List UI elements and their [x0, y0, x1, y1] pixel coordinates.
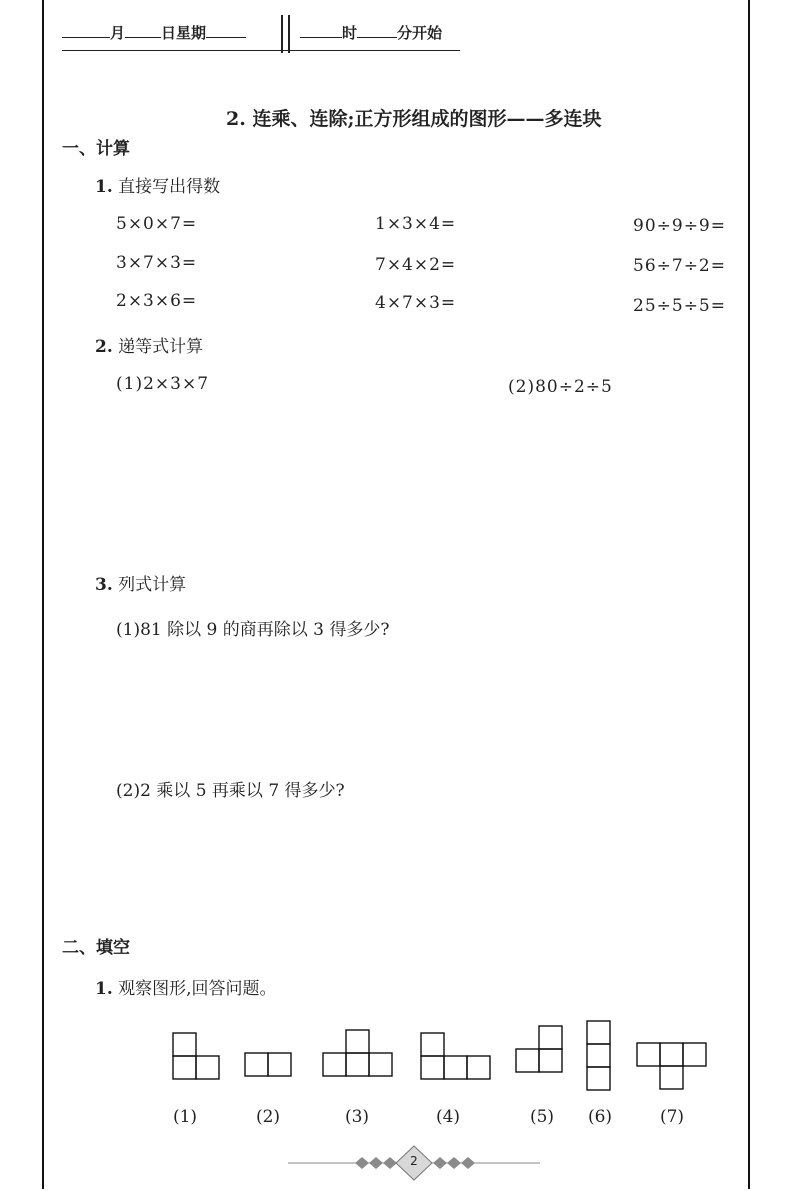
- q3-number: 3.: [95, 575, 113, 595]
- q1-label: 直接写出得数: [118, 177, 221, 197]
- s2-q1-label: 观察图形,回答问题。: [118, 979, 277, 999]
- page-title: 2. 连乘、连除;正方形组成的图形——多连块: [226, 108, 602, 130]
- expr-r3-c3: 25÷5÷5=: [633, 296, 726, 316]
- figure-label-2: (2): [255, 1107, 281, 1127]
- q2-item-2: (2)80÷2÷5: [508, 377, 613, 397]
- q2-label: 递等式计算: [118, 337, 204, 357]
- figure-label-3: (3): [344, 1107, 370, 1127]
- q2-item-1: (1)2×3×7: [116, 374, 210, 394]
- expr-r1-c3: 90÷9÷9=: [633, 216, 726, 236]
- page-number: 2: [410, 1154, 418, 1168]
- month-label: 月: [110, 24, 126, 42]
- q2-number: 2.: [95, 337, 113, 357]
- s2-q1-number: 1.: [95, 979, 113, 999]
- figure-label-6: (6): [587, 1107, 613, 1127]
- expr-r2-c3: 56÷7÷2=: [633, 256, 726, 276]
- expr-r1-c2: 1×3×4=: [375, 214, 457, 234]
- figure-label-5: (5): [529, 1107, 555, 1127]
- expr-r3-c1: 2×3×6=: [116, 291, 198, 311]
- q1-number: 1.: [95, 177, 113, 197]
- start-label: 分开始: [397, 24, 443, 42]
- hour-label: 时: [342, 24, 358, 42]
- q3-label: 列式计算: [118, 575, 187, 595]
- day-label: 日星期: [161, 24, 207, 42]
- q3-item-2: (2)2 乘以 5 再乘以 7 得多少?: [116, 781, 345, 801]
- expr-r2-c2: 7×4×2=: [375, 255, 457, 275]
- figure-label-1: (1): [172, 1107, 198, 1127]
- expr-r1-c1: 5×0×7=: [116, 214, 198, 234]
- section2-heading: 二、填空: [62, 938, 130, 958]
- figure-label-4: (4): [435, 1107, 461, 1127]
- q3-item-1: (1)81 除以 9 的商再除以 3 得多少?: [116, 620, 390, 640]
- expr-r3-c2: 4×7×3=: [375, 293, 457, 313]
- figure-label-7: (7): [659, 1107, 685, 1127]
- expr-r2-c1: 3×7×3=: [116, 253, 198, 273]
- section1-heading: 一、计算: [62, 139, 130, 159]
